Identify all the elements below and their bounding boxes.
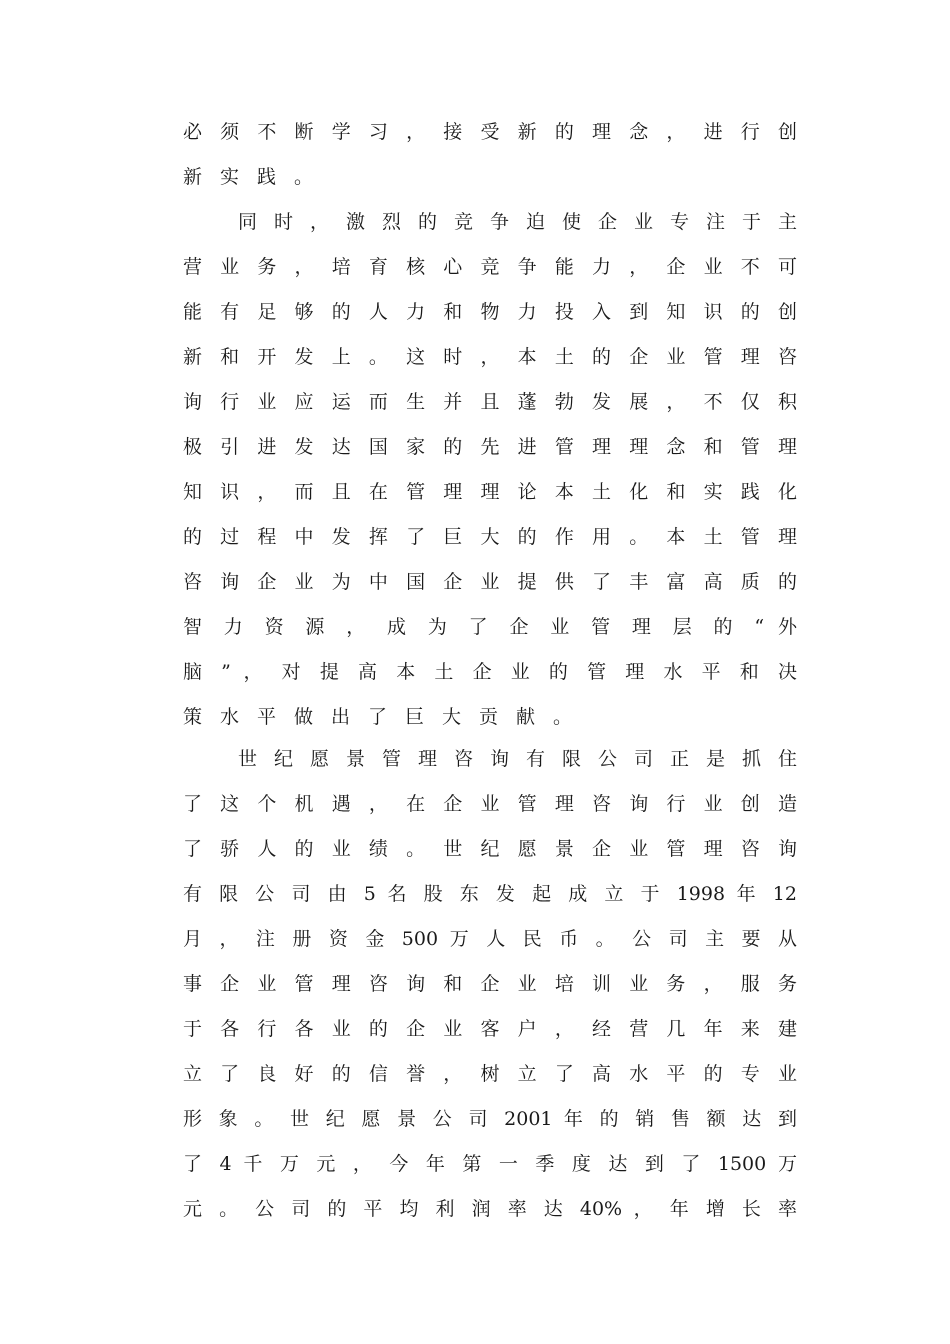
text-line: 知 识 ， 而 且 在 管 理 理 论 本 土 化 和 实 践 化 xyxy=(183,481,797,503)
text-line: 策水平做出了巨大贡献。 xyxy=(183,706,591,728)
text-line: 必 须 不 断 学 习 ， 接 受 新 的 理 念 ， 进 行 创 xyxy=(183,121,797,143)
text-line: 了 骄 人 的 业 绩 。 世 纪 愿 景 企 业 管 理 咨 询 xyxy=(183,838,797,860)
paragraph-first-line: 世 纪 愿 景 管 理 咨 询 有 限 公 司 正 是 抓 住 xyxy=(238,748,797,770)
paragraph-first-line: 同 时 ， 激 烈 的 竞 争 迫 使 企 业 专 注 于 主 xyxy=(238,211,797,233)
text-line: 脑 ” ， 对 提 高 本 土 企 业 的 管 理 水 平 和 决 xyxy=(183,661,797,683)
text-line: 立 了 良 好 的 信 誉 ， 树 立 了 高 水 平 的 专 业 xyxy=(183,1063,797,1085)
text-line: 了 4 千 万 元 ， 今 年 第 一 季 度 达 到 了 1500 万 xyxy=(183,1153,797,1175)
text-line: 新实践。 xyxy=(183,166,332,188)
text-line: 月 ， 注 册 资 金 500 万 人 民 币 。 公 司 主 要 从 xyxy=(183,928,797,950)
text-line: 咨 询 企 业 为 中 国 企 业 提 供 了 丰 富 高 质 的 xyxy=(183,571,797,593)
text-line: 元 。 公 司 的 平 均 利 润 率 达 40% ， 年 增 长 率 xyxy=(183,1198,797,1220)
text-line: 有 限 公 司 由 5 名 股 东 发 起 成 立 于 1998 年 12 xyxy=(183,883,797,905)
text-line: 新 和 开 发 上 。 这 时 ， 本 土 的 企 业 管 理 咨 xyxy=(183,346,797,368)
text-line: 事 企 业 管 理 咨 询 和 企 业 培 训 业 务 ， 服 务 xyxy=(183,973,797,995)
text-line: 营 业 务 ， 培 育 核 心 竞 争 能 力 ， 企 业 不 可 xyxy=(183,256,797,278)
text-line: 能 有 足 够 的 人 力 和 物 力 投 入 到 知 识 的 创 xyxy=(183,301,797,323)
text-line: 智 力 资 源 ， 成 为 了 企 业 管 理 层 的 “ 外 xyxy=(183,616,797,638)
text-line: 极 引 进 发 达 国 家 的 先 进 管 理 理 念 和 管 理 xyxy=(183,436,797,458)
text-line: 的 过 程 中 发 挥 了 巨 大 的 作 用 。 本 土 管 理 xyxy=(183,526,797,548)
text-line: 于 各 行 各 业 的 企 业 客 户 ， 经 营 几 年 来 建 xyxy=(183,1018,797,1040)
text-line: 了 这 个 机 遇 ， 在 企 业 管 理 咨 询 行 业 创 造 xyxy=(183,793,797,815)
text-line: 询 行 业 应 运 而 生 并 且 蓬 勃 发 展 ， 不 仅 积 xyxy=(183,391,797,413)
text-line: 形 象 。 世 纪 愿 景 公 司 2001 年 的 销 售 额 达 到 xyxy=(183,1108,797,1130)
